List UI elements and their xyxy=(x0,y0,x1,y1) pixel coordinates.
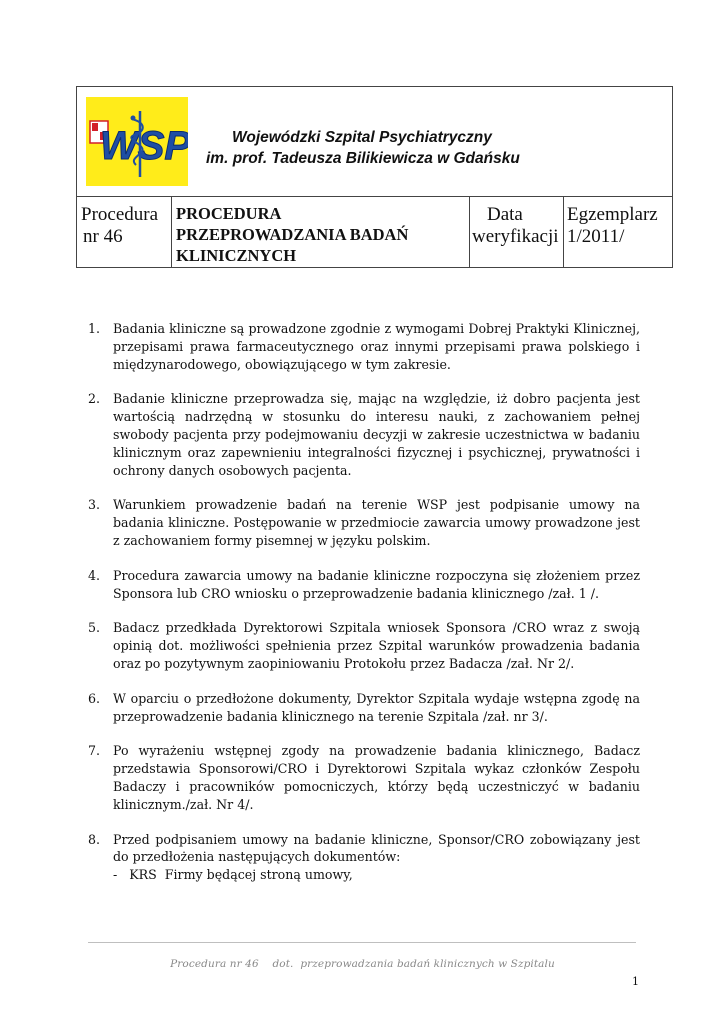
list-item xyxy=(88,742,640,813)
verification-label-2: weryfikacji xyxy=(472,226,559,247)
footer-text: Procedura nr 46 dot. przeprowadzania badań klinicznych w Szpitalu xyxy=(170,958,555,970)
item-text: Po wyrażeniu wstępnej zgody na prowadzenie badania klinicznego, Badacz przedstawia Sponsorowi/CRO i Dyrektorowi Szpitala wykaz członków Zespołu Badaczy i pracowników pomocniczych, którzy będą uczestniczyć w badaniu klinicznym./zał. Nr 4/. xyxy=(113,743,640,812)
item-number: 4. xyxy=(88,567,101,583)
item-text: Badania kliniczne są prowadzone zgodnie z wymogami Dobrej Praktyki Klinicznej, przepisami prawa farmaceutycznego oraz innymi przepisami prawa polskiego i międzynarodowego, obowiązującego w tym zakresie. xyxy=(113,321,640,372)
hospital-logo xyxy=(86,97,188,186)
item-text: Przed podpisaniem umowy na badanie kliniczne, Sponsor/CRO zobowiązany jest do przedłożenia następujących dokumentów: xyxy=(113,831,640,865)
procedure-content xyxy=(88,320,640,901)
footer-divider xyxy=(88,942,636,943)
list-item xyxy=(88,690,640,726)
verification-date-cell xyxy=(470,196,564,267)
item-number: 6. xyxy=(88,690,101,706)
item-text: Badacz przedkłada Dyrektorowi Szpitala wniosek Sponsora /CRO wraz z swoją opinią dot. możliwości spełnienia przez Szpital warunków prowadzenia badania oraz po pozytywnym zaopiniowaniu Protokołu przez Badacza /zał. Nr 2/. xyxy=(113,620,640,671)
list-item xyxy=(88,831,640,884)
logo-letters: WSP xyxy=(100,124,188,168)
page-number: 1 xyxy=(632,975,639,988)
item-number: 2. xyxy=(88,391,101,407)
item-text: Warunkiem prowadzenie badań na terenie WSP jest podpisanie umowy na badania kliniczne. Postępowanie w przedmiocie zawarcia umowy prowadzone jest z zachowaniem formy pisemnej w języku polskim. xyxy=(113,497,640,548)
list-item xyxy=(88,320,640,373)
verification-label-1: Data xyxy=(487,204,523,225)
procedure-title-cell xyxy=(172,196,470,267)
item-text: Badanie kliniczne przeprowadza się, mając na względzie, iż dobro pacjenta jest wartością nadrzędną w stosunku do interesu nauki, z zachowaniem pełnej swobody pacjenta przy podejmowaniu decyzji w zakresie uczestnictwa w badaniu klinicznym oraz zapewnieniu integralności fizycznej i psychicznej, prywatności i ochrony danych osobowych pacjenta. xyxy=(113,391,640,478)
item-number: 7. xyxy=(88,743,101,759)
item-number: 5. xyxy=(88,620,101,636)
copy-number-cell xyxy=(564,196,672,267)
item-text: Procedura zawarcia umowy na badanie kliniczne rozpoczyna się złożeniem przez Sponsora lub CRO wniosku o przeprowadzenie badania klinicznego /zał. 1 /. xyxy=(113,567,640,601)
item-number: 8. xyxy=(88,831,101,847)
procedure-title-line2: PRZEPROWADZANIA BADAŃ xyxy=(176,225,409,244)
procedure-title-line3: KLINICZNYCH xyxy=(176,246,297,265)
list-item xyxy=(88,496,640,549)
item-text: W oparciu o przedłożone dokumenty, Dyrektor Szpitala wydaje wstępna zgodę na przeprowadzenie badania klinicznego na terenie Szpitala /zał. nr 3/. xyxy=(113,690,640,724)
header-info-row xyxy=(77,196,672,267)
procedure-title-line1: PROCEDURA xyxy=(176,204,282,223)
copy-label: Egzemplarz xyxy=(567,204,658,225)
item-number: 3. xyxy=(88,497,101,513)
procedure-number-cell xyxy=(77,196,172,267)
header-table xyxy=(76,86,673,268)
list-item xyxy=(88,619,640,672)
list-item xyxy=(88,567,640,603)
hospital-name: Wojewódzki Szpital Psychiatryczny xyxy=(232,129,492,146)
wsp-logo-icon xyxy=(86,97,188,186)
copy-number: 1/2011/ xyxy=(567,226,625,247)
list-item xyxy=(88,390,640,479)
header-top-row xyxy=(77,87,672,197)
hospital-subtitle: im. prof. Tadeusza Bilikiewicza w Gdańsku xyxy=(206,150,520,167)
item-number: 1. xyxy=(88,321,101,336)
item-subpoint: - KRS Firmy będącej stroną umowy, xyxy=(113,867,353,883)
procedure-label: Procedura xyxy=(81,204,159,225)
procedure-number: nr 46 xyxy=(83,226,123,247)
